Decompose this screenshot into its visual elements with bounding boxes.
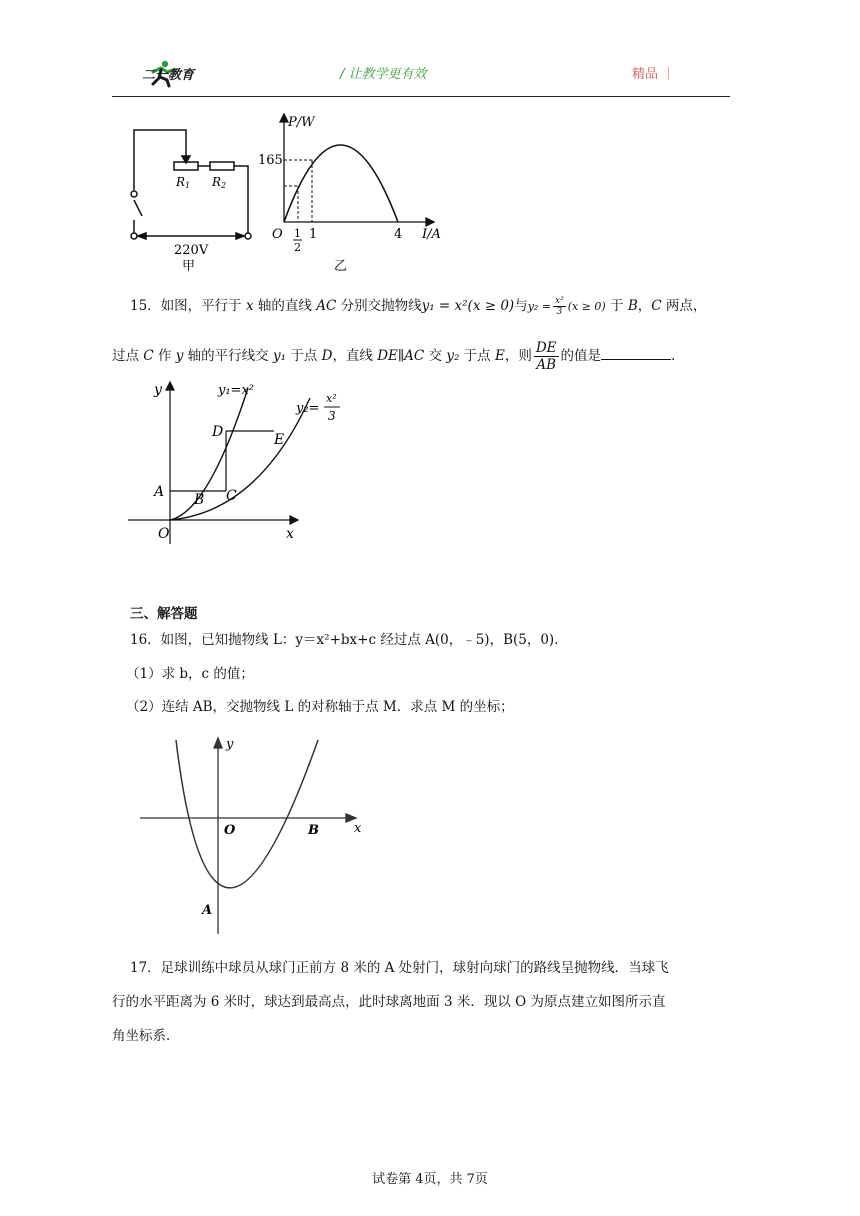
svg-text:R1: [175, 175, 190, 190]
fig15-y: y: [154, 382, 162, 398]
fig16-b: B: [308, 823, 319, 838]
header-divider: [112, 96, 730, 97]
question-17-line3: 角坐标系．: [112, 1028, 180, 1044]
fig15-c: C: [226, 488, 237, 504]
fig16-o: O: [224, 823, 236, 838]
fig16-a: A: [202, 903, 213, 918]
fig16-x: x: [354, 821, 362, 836]
r2-sub: 2: [221, 181, 227, 190]
y-tick-165: 165: [258, 153, 283, 168]
parabola-figure-15: [128, 372, 368, 552]
section-title: 三、解答题: [130, 606, 198, 622]
y-axis-label: P/W: [288, 115, 315, 130]
r1-sub: 1: [185, 181, 191, 190]
x-axis-label: I/A: [422, 227, 441, 242]
header-right-label: 精品 ｜: [632, 67, 676, 82]
caption-yi: 乙: [334, 259, 348, 274]
question-15-line1: 15．如图，平行于 x 轴的直线 AC 分别交抛物线y₁ = x²(x ≥ 0)与y₂ = $\frac{\text{x²}}{3}$ (x ≥ 0) 于 B，C 两点，: [130, 296, 707, 317]
circuit-diagram: [124, 120, 264, 274]
question-17-line1: 17．足球训练中球员从球门正前方 8 米的 A 处射门，球射向球门的路线呈抛物线．当球飞: [130, 960, 669, 976]
power-current-graph: [258, 108, 454, 278]
caption-jia: 甲: [182, 259, 196, 274]
x-tick-half-num: 1: [294, 227, 301, 240]
question-15-line2: 过点 C 作 y 轴的平行线交 y₁ 于点 D，直线 DE∥AC 交 y₂ 于点 E，则 $\frac{DE}{AB}$ 的值是 .: [112, 340, 676, 373]
fig15-a: A: [154, 484, 165, 500]
svg-text:R2: [211, 175, 226, 190]
r2-label: R: [212, 175, 222, 189]
r1-label: R: [176, 175, 186, 189]
x-tick-1: 1: [309, 227, 318, 242]
header-slogan: / 让教学更有效: [340, 67, 427, 82]
fig15-x: x: [286, 526, 294, 542]
fig15-curve2-num: x²: [326, 392, 337, 405]
fig15-curve2-lhs: y₂=: [296, 401, 320, 416]
fig15-d: D: [212, 424, 224, 440]
question-16-part1: （1）求 b，c 的值；: [126, 666, 254, 682]
origin-label: O: [272, 227, 283, 242]
fig15-b: B: [194, 492, 205, 508]
parabola-figure-16: [140, 736, 370, 936]
answer-blank[interactable]: [601, 345, 671, 360]
question-16-part2: （2）连结 AB，交抛物线 L 的对称轴于点 M．求点 M 的坐标；: [126, 699, 514, 715]
page-footer: 试卷第 4页，共 7页: [372, 1172, 488, 1187]
voltage-label: 220V: [174, 243, 209, 258]
fig16-y: y: [226, 737, 234, 752]
question-17-line2: 行的水平距离为 6 米时，球达到最高点，此时球离地面 3 米．现以 O 为原点建立如图所示直: [112, 994, 666, 1010]
x-tick-half-den: 2: [294, 241, 301, 254]
question-16-stem: 16．如图，已知抛物线 L：y＝x²+bx+c 经过点 A(0，﹣5)，B(5，0).: [130, 632, 559, 648]
x-tick-4: 4: [394, 227, 403, 242]
fig15-curve1: y₁=x²: [218, 383, 254, 398]
fig15-curve2-den: 3: [328, 409, 336, 423]
fig15-o: O: [158, 526, 170, 542]
logo-text: 二一教育: [142, 68, 195, 83]
fig15-e: E: [274, 432, 285, 448]
